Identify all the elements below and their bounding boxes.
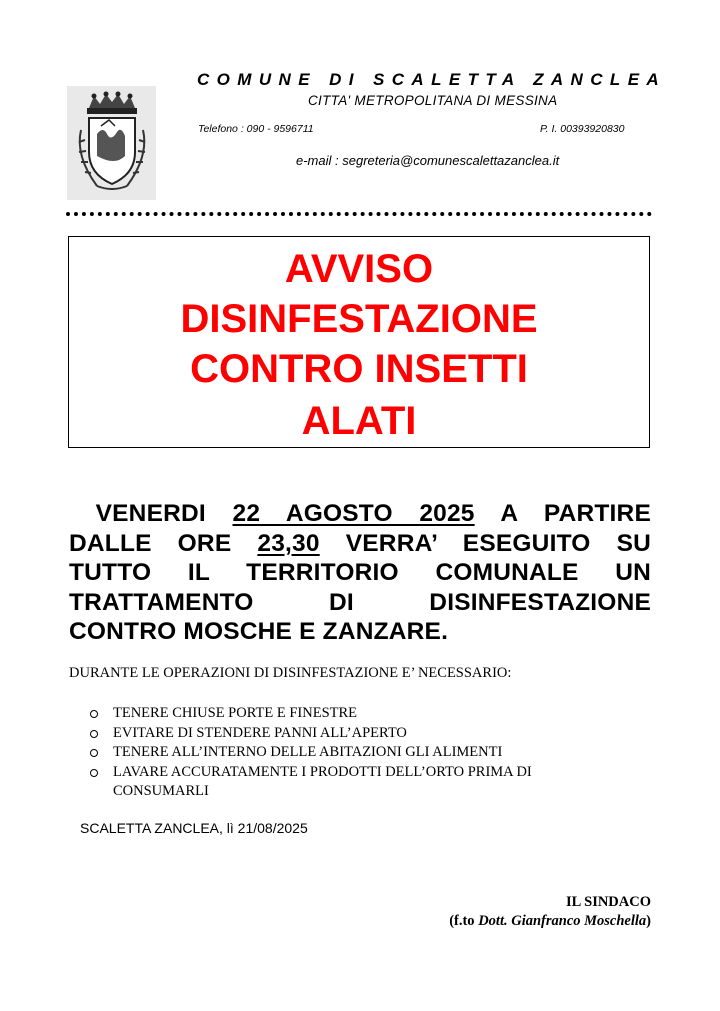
- vat-number: P. I. 00393920830: [540, 123, 625, 135]
- municipality-subtitle: CITTA' METROPOLITANA DI MESSINA: [308, 93, 558, 108]
- municipality-name: COMUNE DI SCALETTA ZANCLEA: [197, 70, 667, 89]
- list-item: [88, 724, 532, 744]
- circle-bullet-icon: [90, 730, 98, 738]
- list-item: [88, 743, 532, 763]
- list-item-text: TENERE CHIUSE PORTE E FINESTRE: [113, 705, 358, 721]
- place-and-date: SCALETTA ZANCLEA, lì 21/08/2025: [80, 820, 308, 836]
- instructions-list: [88, 704, 532, 802]
- list-item-text: CONSUMARLI: [113, 783, 209, 799]
- announcement-line: [69, 499, 651, 529]
- announcement-time: 23,30: [257, 529, 320, 557]
- announcement-fragment: DALLE ORE: [69, 529, 232, 557]
- circle-bullet-icon: [90, 769, 98, 777]
- list-item-text: TENERE ALL’INTERNO DELLE ABITAZIONI GLI ALIMENTI: [113, 744, 503, 760]
- signature-name: Dott. Gianfranco Moschella: [478, 913, 647, 929]
- list-item-continuation: [88, 782, 532, 802]
- list-item-text: EVITARE DI STENDERE PANNI ALL’APERTO: [113, 724, 407, 741]
- announcement-date: 22 AGOSTO 2025: [232, 500, 475, 527]
- municipal-crest-icon: [67, 86, 156, 200]
- signature-suffix: ): [646, 913, 651, 929]
- phone-number: Telefono : 090 - 9596711: [198, 123, 314, 135]
- notice-title-line: AVVISO: [284, 247, 434, 291]
- circle-bullet-icon: [90, 749, 98, 757]
- list-item: [88, 704, 532, 724]
- announcement-line: TRATTAMENTO DI DISINFESTAZIONE: [69, 588, 651, 616]
- announcement-day: VENERDI: [95, 500, 206, 527]
- announcement-text: [69, 499, 651, 647]
- mayor-title: IL SINDACO: [565, 894, 651, 910]
- announcement-fragment: A PARTIRE: [500, 500, 651, 527]
- notice-title-line: DISINFESTAZIONE: [180, 297, 538, 341]
- notice-title-line: CONTRO INSETTI: [190, 347, 528, 391]
- announcement-fragment: VERRA’ ESEGUITO SU: [345, 529, 651, 557]
- email-address: e-mail : segreteria@comunescalettazanclea.it: [296, 153, 560, 168]
- notice-title-box: [68, 236, 650, 448]
- mayor-signature: [449, 913, 651, 930]
- dotted-divider: [66, 212, 652, 216]
- announcement-line: TUTTO IL TERRITORIO COMUNALE UN: [69, 559, 651, 586]
- announcement-line: [69, 529, 651, 559]
- instructions-intro: DURANTE LE OPERAZIONI DI DISINFESTAZIONE E’ NECESSARIO:: [69, 665, 512, 681]
- signature-prefix: (f.to: [449, 913, 479, 929]
- notice-title-line: ALATI: [301, 399, 417, 443]
- announcement-line: CONTRO MOSCHE E ZANZARE.: [69, 618, 449, 645]
- list-item: [88, 763, 532, 783]
- circle-bullet-icon: [90, 710, 98, 718]
- list-item-text: LAVARE ACCURATAMENTE I PRODOTTI DELL’ORTO PRIMA DI: [113, 763, 532, 780]
